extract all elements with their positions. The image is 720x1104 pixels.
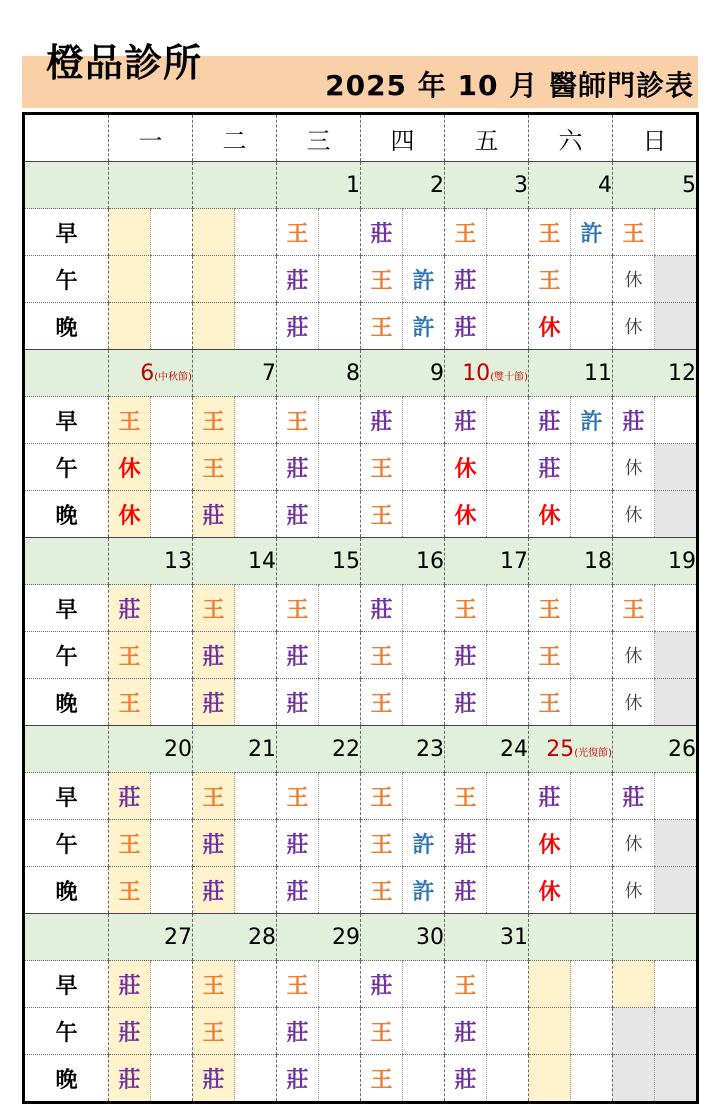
doctor-zhuang: 莊	[445, 632, 487, 679]
slot-label-morning: 早	[24, 397, 109, 444]
slot-label-afternoon: 午	[24, 444, 109, 491]
doctor-zhuang: 莊	[193, 632, 235, 679]
doctor-zhuang: 莊	[193, 820, 235, 867]
doctor-zhuang: 莊	[277, 303, 319, 350]
off-label: 休	[445, 491, 487, 538]
date-row	[24, 538, 698, 585]
date-cell	[613, 914, 698, 961]
date-cell: 19	[613, 538, 698, 585]
off-label: 休	[445, 444, 487, 491]
date-cell: 20	[109, 726, 193, 773]
doctor-zhuang: 莊	[613, 773, 655, 820]
doctor-wang: 王	[361, 773, 403, 820]
off-label: 休	[613, 679, 655, 726]
doctor-zhuang: 莊	[109, 773, 151, 820]
date-cell: 3	[445, 162, 529, 209]
weekday-header: 六	[529, 114, 613, 162]
doctor-xu: 許	[403, 303, 445, 350]
slot-label-afternoon: 午	[24, 632, 109, 679]
doctor-wang: 王	[109, 679, 151, 726]
weekday-header-row	[24, 114, 698, 162]
off-label: 休	[613, 444, 655, 491]
date-cell: 5	[613, 162, 698, 209]
doctor-wang: 王	[193, 397, 235, 444]
doctor-zhuang: 莊	[361, 209, 403, 256]
slot-row	[24, 1055, 698, 1103]
doctor-wang: 王	[361, 256, 403, 303]
doctor-wang: 王	[361, 679, 403, 726]
date-cell: 4	[529, 162, 613, 209]
off-label: 休	[529, 491, 571, 538]
slot-label-afternoon: 午	[24, 1008, 109, 1055]
doctor-zhuang: 莊	[445, 1055, 487, 1103]
off-label: 休	[613, 632, 655, 679]
off-label: 休	[109, 444, 151, 491]
doctor-zhuang: 莊	[361, 397, 403, 444]
doctor-zhuang: 莊	[193, 491, 235, 538]
doctor-wang: 王	[193, 773, 235, 820]
date-cell: 29	[277, 914, 361, 961]
doctor-zhuang: 莊	[277, 679, 319, 726]
weekday-header: 三	[277, 114, 361, 162]
doctor-zhuang: 莊	[277, 820, 319, 867]
doctor-wang: 王	[361, 1008, 403, 1055]
off-label: 休	[613, 820, 655, 867]
doctor-wang: 王	[529, 256, 571, 303]
date-cell: 1	[277, 162, 361, 209]
doctor-wang: 王	[445, 585, 487, 632]
doctor-wang: 王	[193, 961, 235, 1008]
date-row	[24, 350, 698, 397]
slot-row	[24, 961, 698, 1008]
slot-row	[24, 820, 698, 867]
doctor-zhuang: 莊	[193, 679, 235, 726]
doctor-zhuang: 莊	[109, 1008, 151, 1055]
doctor-wang: 王	[109, 867, 151, 914]
doctor-wang: 王	[529, 585, 571, 632]
schedule-title: 2025 年 10 月 醫師門診表	[325, 69, 694, 102]
off-label: 休	[613, 303, 655, 350]
doctor-wang: 王	[613, 209, 655, 256]
date-cell: 22	[277, 726, 361, 773]
slot-row	[24, 256, 698, 303]
weekday-header: 日	[613, 114, 698, 162]
slot-label-evening: 晚	[24, 1055, 109, 1103]
doctor-wang: 王	[361, 303, 403, 350]
doctor-zhuang: 莊	[613, 397, 655, 444]
doctor-zhuang: 莊	[193, 1055, 235, 1103]
doctor-zhuang: 莊	[361, 585, 403, 632]
date-cell: 2	[361, 162, 445, 209]
slot-row	[24, 1008, 698, 1055]
date-cell: 21	[193, 726, 277, 773]
doctor-wang: 王	[277, 209, 319, 256]
doctor-wang: 王	[361, 867, 403, 914]
doctor-wang: 王	[361, 444, 403, 491]
doctor-wang: 王	[445, 773, 487, 820]
weekday-header: 一	[109, 114, 193, 162]
slot-row	[24, 444, 698, 491]
date-cell	[109, 162, 193, 209]
slot-label-afternoon: 午	[24, 256, 109, 303]
slot-row	[24, 773, 698, 820]
date-cell: 18	[529, 538, 613, 585]
doctor-zhuang: 莊	[277, 491, 319, 538]
date-cell: 27	[109, 914, 193, 961]
off-label: 休	[529, 820, 571, 867]
doctor-wang: 王	[193, 444, 235, 491]
slot-row	[24, 491, 698, 538]
doctor-zhuang: 莊	[445, 1008, 487, 1055]
date-cell: 12	[613, 350, 698, 397]
weekday-header: 二	[193, 114, 277, 162]
doctor-zhuang: 莊	[193, 867, 235, 914]
date-cell: 8	[277, 350, 361, 397]
off-label: 休	[613, 867, 655, 914]
slot-label-evening: 晚	[24, 491, 109, 538]
doctor-wang: 王	[445, 209, 487, 256]
doctor-zhuang: 莊	[277, 632, 319, 679]
date-cell-holiday: 10(雙十節)	[445, 350, 529, 397]
doctor-zhuang: 莊	[109, 961, 151, 1008]
doctor-wang: 王	[277, 773, 319, 820]
slot-label-afternoon: 午	[24, 820, 109, 867]
doctor-zhuang: 莊	[277, 256, 319, 303]
date-cell: 13	[109, 538, 193, 585]
date-cell: 16	[361, 538, 445, 585]
doctor-zhuang: 莊	[445, 303, 487, 350]
doctor-zhuang: 莊	[277, 444, 319, 491]
doctor-zhuang: 莊	[445, 679, 487, 726]
slot-label-evening: 晚	[24, 679, 109, 726]
doctor-zhuang: 莊	[529, 397, 571, 444]
slot-label-evening: 晚	[24, 303, 109, 350]
date-row	[24, 162, 698, 209]
doctor-zhuang: 莊	[361, 961, 403, 1008]
date-cell: 11	[529, 350, 613, 397]
off-label: 休	[613, 491, 655, 538]
doctor-wang: 王	[109, 820, 151, 867]
slot-row	[24, 585, 698, 632]
doctor-wang: 王	[529, 209, 571, 256]
slot-row	[24, 632, 698, 679]
weekday-header: 五	[445, 114, 529, 162]
doctor-wang: 王	[277, 585, 319, 632]
off-label: 休	[109, 491, 151, 538]
doctor-wang: 王	[109, 632, 151, 679]
doctor-wang: 王	[361, 491, 403, 538]
doctor-wang: 王	[529, 632, 571, 679]
slot-label-morning: 早	[24, 209, 109, 256]
doctor-wang: 王	[361, 1055, 403, 1103]
slot-label-evening: 晚	[24, 867, 109, 914]
doctor-wang: 王	[529, 679, 571, 726]
doctor-zhuang: 莊	[277, 867, 319, 914]
date-cell: 14	[193, 538, 277, 585]
doctor-zhuang: 莊	[529, 444, 571, 491]
doctor-wang: 王	[445, 961, 487, 1008]
doctor-zhuang: 莊	[277, 1008, 319, 1055]
off-label: 休	[613, 256, 655, 303]
date-cell	[529, 914, 613, 961]
clinic-name: 橙品診所	[46, 41, 203, 85]
slot-row	[24, 397, 698, 444]
date-row	[24, 914, 698, 961]
date-cell-holiday: 25(光復節)	[529, 726, 613, 773]
off-label: 休	[529, 303, 571, 350]
doctor-zhuang: 莊	[109, 1055, 151, 1103]
date-cell: 24	[445, 726, 529, 773]
date-cell: 9	[361, 350, 445, 397]
doctor-zhuang: 莊	[529, 773, 571, 820]
doctor-wang: 王	[193, 1008, 235, 1055]
doctor-zhuang: 莊	[445, 256, 487, 303]
date-cell: 23	[361, 726, 445, 773]
doctor-xu: 許	[403, 867, 445, 914]
slot-label-morning: 早	[24, 773, 109, 820]
doctor-xu: 許	[403, 256, 445, 303]
slot-row	[24, 209, 698, 256]
doctor-wang: 王	[361, 632, 403, 679]
date-cell: 17	[445, 538, 529, 585]
doctor-wang: 王	[277, 397, 319, 444]
doctor-wang: 王	[193, 585, 235, 632]
date-cell: 15	[277, 538, 361, 585]
doctor-zhuang: 莊	[109, 585, 151, 632]
date-cell: 28	[193, 914, 277, 961]
doctor-wang: 王	[109, 397, 151, 444]
slot-row	[24, 679, 698, 726]
doctor-xu: 許	[571, 209, 613, 256]
date-row	[24, 726, 698, 773]
doctor-wang: 王	[361, 820, 403, 867]
date-cell-holiday: 6(中秋節)	[109, 350, 193, 397]
doctor-zhuang: 莊	[445, 820, 487, 867]
date-cell: 7	[193, 350, 277, 397]
slot-row	[24, 303, 698, 350]
slot-label-morning: 早	[24, 585, 109, 632]
off-label: 休	[529, 867, 571, 914]
doctor-zhuang: 莊	[277, 1055, 319, 1103]
doctor-wang: 王	[277, 961, 319, 1008]
doctor-zhuang: 莊	[445, 867, 487, 914]
date-cell: 31	[445, 914, 529, 961]
doctor-zhuang: 莊	[445, 397, 487, 444]
doctor-wang: 王	[613, 585, 655, 632]
date-cell: 26	[613, 726, 698, 773]
schedule-table	[22, 112, 699, 1104]
date-cell: 30	[361, 914, 445, 961]
slot-label-morning: 早	[24, 961, 109, 1008]
weekday-header: 四	[361, 114, 445, 162]
slot-row	[24, 867, 698, 914]
doctor-xu: 許	[571, 397, 613, 444]
date-cell	[193, 162, 277, 209]
doctor-xu: 許	[403, 820, 445, 867]
corner-cell	[24, 114, 109, 162]
